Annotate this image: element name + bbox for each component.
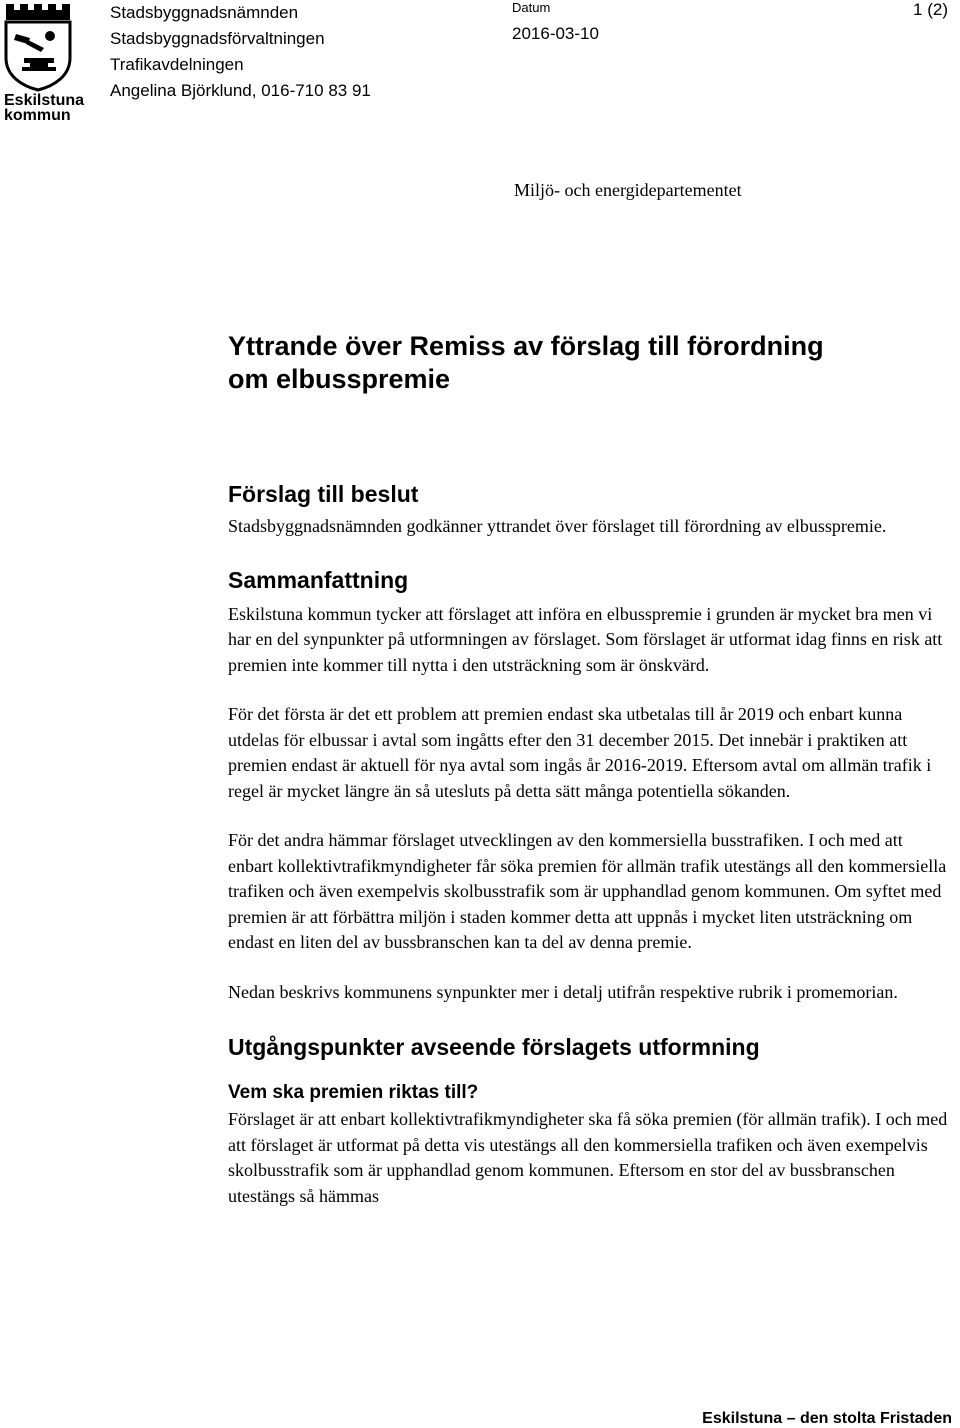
- sender-administration: Stadsbyggnadsförvaltningen: [110, 29, 325, 48]
- sender-contact: Angelina Björklund, 016-710 83 91: [110, 81, 371, 100]
- paragraph-5: Förslaget är att enbart kollektivtrafikmyndigheter ska få söka premien (för allmän trafik). I och med att förslaget är utformat på detta vis utestängs all den kommersiella trafiken och även exempelvis skolbusstrafik som är upphandlad genom kommunen. Eftersom en stor del av bussbranschen utestängs så hämmas: [228, 1109, 948, 1206]
- sender-board: Stadsbyggnadsnämnden: [110, 3, 299, 22]
- paragraph-forslag: Stadsbyggnadsnämnden godkänner yttrandet över förslaget till förordning av elbusspremie.: [228, 516, 887, 536]
- document-title: Yttrande över Remiss av förslag till förordning om elbusspremie: [228, 331, 824, 394]
- heading-sammanfattning: Sammanfattning: [228, 566, 409, 593]
- sender-department: Trafikavdelningen: [110, 55, 244, 74]
- paragraph-4: Nedan beskrivs kommunens synpunkter mer i detalj utifrån respektive rubrik i promemorian.: [228, 981, 898, 1002]
- eskilstuna-logo: [2, 0, 85, 130]
- sender-block: [110, 0, 371, 104]
- recipient: Miljö- och energidepartementet: [514, 180, 742, 200]
- paragraph-2: För det första är det ett problem att premien endast ska utbetalas till år 2019 och enbart kunna utdelas för elbussar i avtal som ingåtts efter den 31 december 2015. Det innebär i praktiken att premien endast är aktuell för nya avtal som ingås år 2016-2019. Eftersom avtal om allmän trafik i regel är mycket längre än så utesluts på detta sätt många potentiella sökanden.: [228, 704, 932, 801]
- paragraph-3: För det andra hämmar förslaget utvecklingen av den kommersiella busstrafiken. I och med att enbart kollektivtrafikmyndigheter får söka premien för allmän trafik utestängs all den kommersiella trafiken och även exempelvis skolbusstrafik som är upphandlad genom kommunen. Om syftet med premien är att förbättra miljön i staden kommer detta att uppnås i mycket liten utsträckning om endast en liten del av bussbranschen kan ta del av denna premie.: [228, 830, 947, 952]
- page-number: 1 (2): [913, 0, 948, 19]
- date-label: Datum: [512, 0, 551, 15]
- heading-utgangspunkter: Utgångspunkter avseende förslagets utformning: [228, 1034, 760, 1060]
- heading-vem-ska-premien: Vem ska premien riktas till?: [228, 1082, 479, 1103]
- date-value: 2016-03-10: [512, 24, 599, 43]
- paragraph-1: Eskilstuna kommun tycker att förslaget att införa en elbusspremie i grunden är mycket bra men vi har en del synpunkter på utformningen av förslaget. Som förslaget är utformat idag finns en risk att premien inte kommer till nytta i den utsträckning som är önskvärd.: [228, 603, 943, 675]
- eskilstuna-coat-of-arms-icon: [2, 0, 74, 92]
- logo-wordmark: Eskilstuna kommun: [4, 92, 85, 124]
- heading-forslag: Förslag till beslut: [228, 481, 419, 507]
- document-body: [228, 330, 948, 1209]
- footer-slogan: Eskilstuna – den stolta Fristaden: [702, 1410, 952, 1427]
